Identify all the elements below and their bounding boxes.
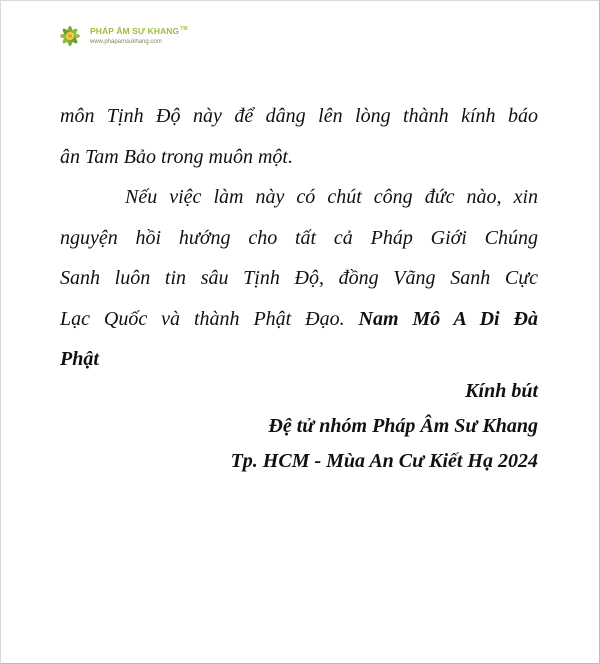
- body-line-7: Phật: [60, 348, 99, 370]
- signature-closing: Kính bút: [465, 379, 538, 402]
- body-line-1: môn Tịnh Độ này để dâng lên lòng thành kính báo: [60, 105, 538, 127]
- logo-trademark: TM: [180, 26, 188, 33]
- body-line-3: Nếu việc làm này có chút công đức nào, xin: [125, 186, 538, 208]
- body-line-6-text: Lạc Quốc và thành Phật Đạo.: [60, 307, 359, 330]
- site-logo[interactable]: [54, 20, 188, 52]
- prayer-text: Nam Mô A Di Đà: [358, 307, 538, 330]
- logo-name: PHÁP ÂM SƯ KHANG™: [90, 26, 188, 37]
- body-line-6: [60, 299, 538, 340]
- body-line-2: ân Tam Bảo trong muôn một.: [60, 145, 293, 168]
- body-line-4: nguyện hồi hướng cho tất cả Pháp Giới Chúng: [60, 226, 538, 249]
- logo-text: [90, 27, 188, 45]
- signature-author: Đệ tử nhóm Pháp Âm Sư Khang: [268, 414, 538, 437]
- document-body: [60, 96, 538, 479]
- lotus-logo-icon: [54, 20, 86, 52]
- signature-place-date: Tp. HCM - Mùa An Cư Kiết Hạ 2024: [230, 449, 538, 472]
- body-line-5: Sanh luôn tin sâu Tịnh Độ, đồng Vãng Sanh Cực: [60, 267, 538, 289]
- logo-url: www.phapamsukhang.com: [90, 38, 162, 45]
